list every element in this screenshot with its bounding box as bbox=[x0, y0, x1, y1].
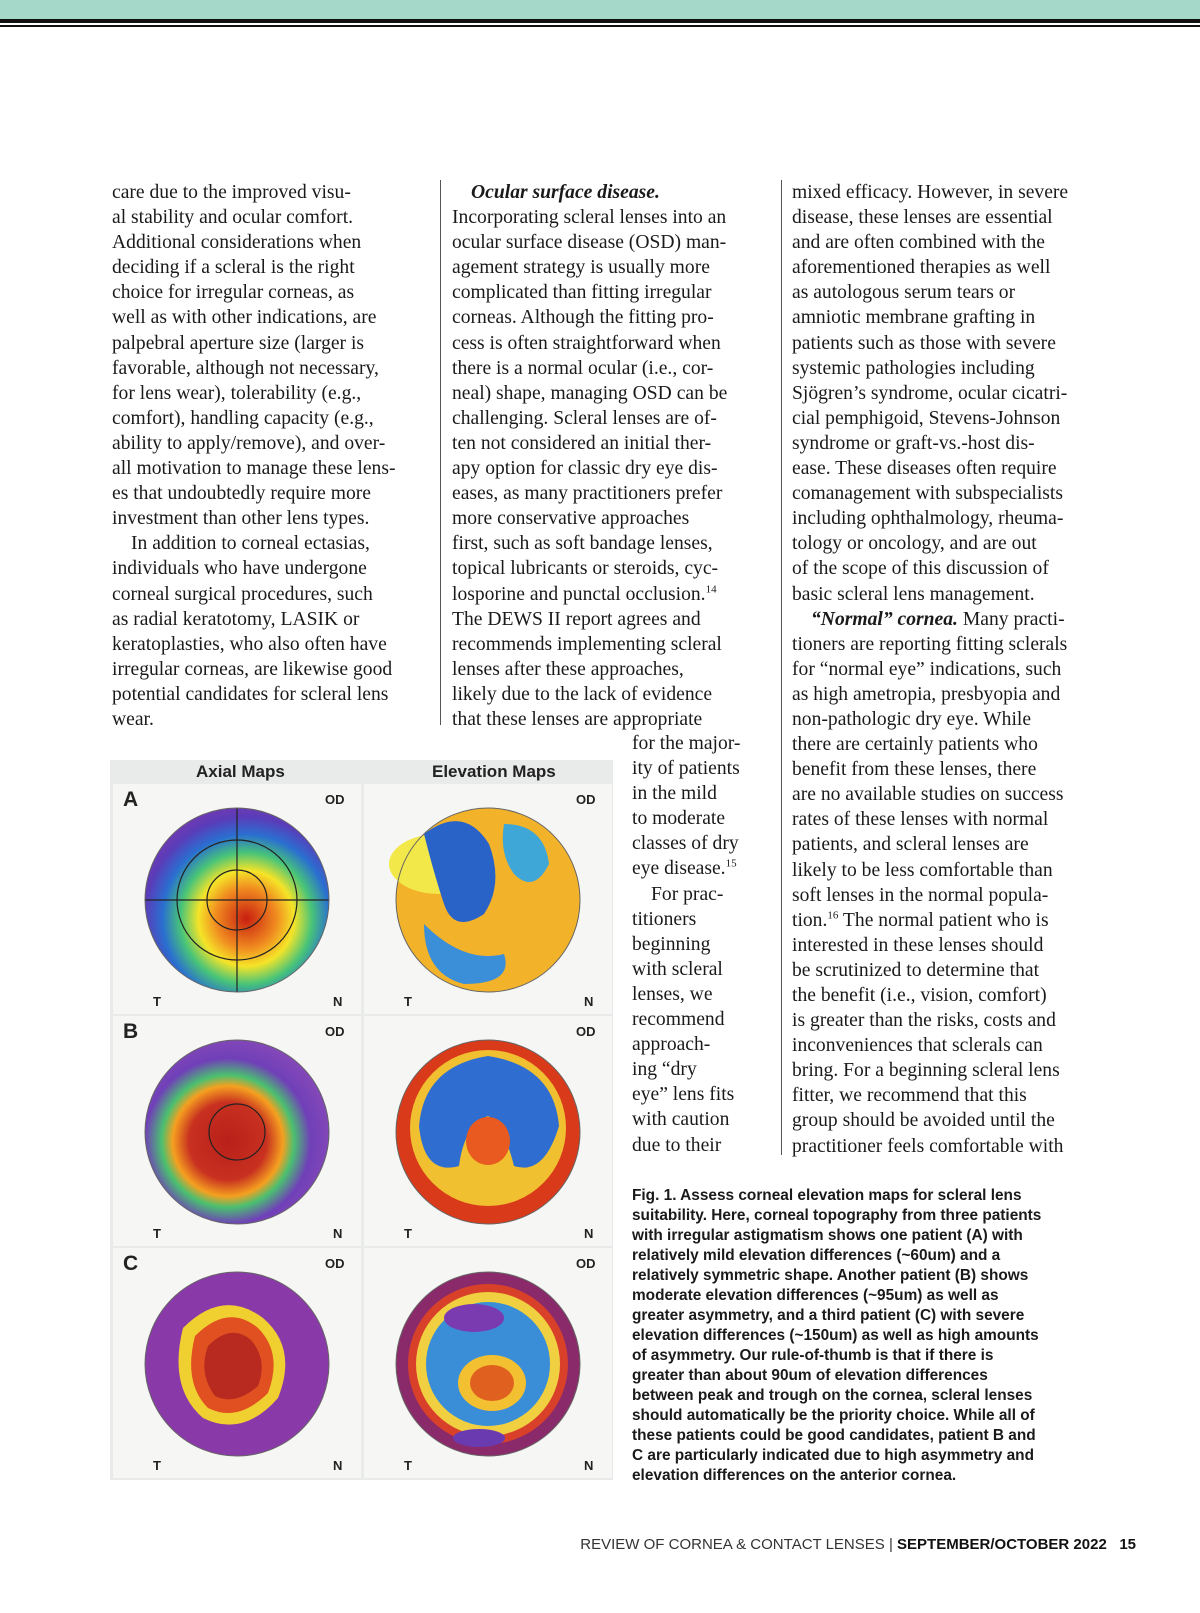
row-letter-b: B bbox=[123, 1020, 139, 1043]
text-line: classes of dry bbox=[632, 833, 739, 855]
eye-label: OD bbox=[325, 792, 345, 807]
text-line: ability to apply/remove), and over- bbox=[112, 432, 386, 454]
caption-line: these patients could be good candidates, patient B and bbox=[632, 1427, 1036, 1444]
caption-line: should automatically be the priority choice. While all of bbox=[632, 1407, 1035, 1424]
text-line: investment than other lens types. bbox=[112, 508, 370, 530]
text-line: of the scope of this discussion of bbox=[792, 558, 1049, 580]
column-2-wrap bbox=[632, 731, 772, 1158]
section-heading-ocular-surface: Ocular surface disease. bbox=[471, 182, 660, 203]
text-line: as high ametropia, presbyopia and bbox=[792, 683, 1061, 705]
text-line: be scrutinized to determine that bbox=[792, 959, 1040, 981]
text-line: al stability and ocular comfort. bbox=[112, 207, 354, 229]
text-line-content: The normal patient who is bbox=[838, 909, 1049, 931]
eye-label: OD bbox=[325, 1024, 345, 1039]
text-line: all motivation to manage these lens- bbox=[112, 458, 396, 480]
text-line: in the mild bbox=[632, 783, 717, 805]
text-line: aforementioned therapies as well bbox=[792, 257, 1051, 279]
axial-map-c-image bbox=[113, 1248, 361, 1478]
caption-line: elevation differences (~150um) as well as high amounts bbox=[632, 1327, 1039, 1344]
reference-16: 16 bbox=[827, 909, 839, 922]
text-line: corneal surgical procedures, such bbox=[112, 583, 373, 605]
eye-label: OD bbox=[576, 1024, 596, 1039]
text-line: tioners are reporting fitting sclerals bbox=[792, 633, 1068, 655]
section-heading-normal-cornea: “Normal” cornea. bbox=[811, 608, 958, 630]
text-line: approach- bbox=[632, 1034, 711, 1056]
figure-row-c bbox=[110, 1248, 613, 1478]
text-line: with scleral bbox=[632, 958, 723, 980]
text-line bbox=[632, 856, 772, 881]
text-line: es that undoubtedly require more bbox=[112, 483, 371, 505]
top-rule-thin bbox=[0, 25, 1200, 27]
text-line: syndrome or graft-vs.-host dis- bbox=[792, 432, 1035, 454]
text-line: ten not considered an initial ther- bbox=[452, 432, 712, 454]
text-line: there is a normal ocular (i.e., cor- bbox=[452, 357, 714, 379]
text-line: comfort), handling capacity (e.g., bbox=[112, 407, 374, 429]
temporal-label: T bbox=[404, 1226, 412, 1241]
text-line-content: Many practi- bbox=[957, 608, 1065, 630]
text-line: care due to the improved visu- bbox=[112, 182, 351, 203]
text-line: practitioner feels comfortable with bbox=[792, 1135, 1064, 1157]
figure-row-b bbox=[110, 1016, 613, 1246]
temporal-label: T bbox=[153, 1226, 161, 1241]
elevation-map-c bbox=[364, 1248, 612, 1478]
text-line: Sjögren’s syndrome, ocular cicatri- bbox=[792, 382, 1068, 404]
nasal-label: N bbox=[584, 1458, 594, 1473]
text-line: as autologous serum tears or bbox=[792, 282, 1016, 304]
text-line: including ophthalmology, rheuma- bbox=[792, 508, 1064, 530]
text-line: systemic pathologies including bbox=[792, 357, 1035, 379]
text-line: soft lenses in the normal popula- bbox=[792, 884, 1049, 906]
eye-label: OD bbox=[576, 792, 596, 807]
page-footer bbox=[580, 1536, 1136, 1553]
elevation-map-b bbox=[364, 1016, 612, 1246]
caption-line: between peak and trough on the cornea, scleral lenses bbox=[632, 1387, 1033, 1404]
column-2 bbox=[452, 180, 770, 732]
text-line: The DEWS II report agrees and bbox=[452, 608, 701, 630]
caption-line: suitability. Here, corneal topography from three patients bbox=[632, 1207, 1042, 1224]
text-line: bring. For a beginning scleral lens bbox=[792, 1060, 1060, 1082]
axial-map-c bbox=[113, 1248, 361, 1478]
text-line: wear. bbox=[112, 708, 154, 730]
axial-map-b-image bbox=[113, 1016, 361, 1246]
caption-line: elevation differences on the anterior cornea. bbox=[632, 1467, 957, 1484]
text-line: choice for irregular corneas, as bbox=[112, 282, 355, 304]
text-line bbox=[792, 908, 1112, 933]
figure-row-a bbox=[110, 784, 613, 1014]
text-line: keratoplasties, who also often have bbox=[112, 633, 387, 655]
text-line: challenging. Scleral lenses are of- bbox=[452, 407, 717, 429]
temporal-label: T bbox=[404, 994, 412, 1009]
text-line: well as with other indications, are bbox=[112, 307, 377, 329]
text-line: recommends implementing scleral bbox=[452, 633, 722, 655]
temporal-label: T bbox=[153, 1458, 161, 1473]
text-line: tology or oncology, and are out bbox=[792, 533, 1037, 555]
temporal-label: T bbox=[404, 1458, 412, 1473]
text-line: as radial keratotomy, LASIK or bbox=[112, 608, 360, 630]
text-line: recommend bbox=[632, 1009, 725, 1031]
text-line: neal) shape, managing OSD can be bbox=[452, 382, 728, 404]
nasal-label: N bbox=[333, 994, 343, 1009]
column-3 bbox=[792, 180, 1112, 1159]
text-line: rates of these lenses with normal bbox=[792, 809, 1049, 831]
text-line: fitter, we recommend that this bbox=[792, 1085, 1027, 1107]
axial-map-a-image bbox=[113, 784, 361, 1014]
text-line: are no available studies on success bbox=[792, 784, 1064, 806]
text-line: favorable, although not necessary, bbox=[112, 357, 379, 379]
reference-14: 14 bbox=[705, 582, 717, 595]
caption-line: relatively mild elevation differences (~60um) and a bbox=[632, 1247, 1001, 1264]
text-line: ocular surface disease (OSD) man- bbox=[452, 232, 727, 254]
nasal-label: N bbox=[584, 1226, 594, 1241]
text-line: basic scleral lens management. bbox=[792, 583, 1035, 605]
caption-line: relatively symmetric shape. Another patient (B) shows bbox=[632, 1267, 1029, 1284]
text-line bbox=[452, 582, 770, 607]
text-line: mixed efficacy. However, in severe bbox=[792, 182, 1069, 203]
text-line: lenses, we bbox=[632, 983, 713, 1005]
column-1 bbox=[112, 180, 430, 732]
text-line: there are certainly patients who bbox=[792, 734, 1038, 756]
text-line: for lens wear), tolerability (e.g., bbox=[112, 382, 362, 404]
elevation-map-a-image bbox=[364, 784, 612, 1014]
text-line: the benefit (i.e., vision, comfort) bbox=[792, 985, 1047, 1006]
text-line: for “normal eye” indications, such bbox=[792, 658, 1062, 680]
elevation-maps-title: Elevation Maps bbox=[432, 762, 556, 781]
caption-line: greater than about 90um of elevation differences bbox=[632, 1367, 988, 1384]
nasal-label: N bbox=[333, 1226, 343, 1241]
text-line: interested in these lenses should bbox=[792, 934, 1044, 956]
text-line-content: tion. bbox=[792, 909, 828, 931]
text-line: group should be avoided until the bbox=[792, 1110, 1055, 1132]
eye-label: OD bbox=[325, 1256, 345, 1271]
text-line: potential candidates for scleral lens bbox=[112, 683, 389, 705]
text-line: due to their bbox=[632, 1134, 722, 1156]
top-rule bbox=[0, 19, 1200, 23]
caption-line: C are particularly indicated due to high asymmetry and bbox=[632, 1447, 1034, 1464]
issue-date: SEPTEMBER/OCTOBER 2022 bbox=[897, 1536, 1107, 1553]
text-line: topical lubricants or steroids, cyc- bbox=[452, 558, 719, 580]
text-line: more conservative approaches bbox=[452, 508, 690, 530]
corneal-topography-figure bbox=[110, 760, 613, 1480]
column-divider bbox=[440, 180, 441, 725]
nasal-label: N bbox=[584, 994, 594, 1009]
text-line: likely due to the lack of evidence bbox=[452, 683, 713, 705]
text-line: with caution bbox=[632, 1109, 730, 1131]
temporal-label: T bbox=[153, 994, 161, 1009]
text-line: Incorporating scleral lenses into an bbox=[452, 207, 727, 229]
elevation-map-b-image bbox=[364, 1016, 612, 1246]
text-line: cial pemphigoid, Stevens-Johnson bbox=[792, 407, 1061, 429]
text-line: cess is often straightforward when bbox=[452, 332, 721, 354]
text-line: inconveniences that sclerals can bbox=[792, 1035, 1043, 1057]
text-line: eye” lens fits bbox=[632, 1084, 735, 1106]
text-line: corneas. Although the fitting pro- bbox=[452, 307, 714, 329]
text-line: For prac- bbox=[651, 883, 724, 905]
text-line: complicated than fitting irregular bbox=[452, 282, 712, 304]
text-line: In addition to corneal ectasias, bbox=[131, 533, 370, 555]
axial-map-b bbox=[113, 1016, 361, 1246]
column-divider bbox=[781, 180, 782, 1155]
page-number: 15 bbox=[1119, 1536, 1136, 1553]
footer-separator: | bbox=[884, 1536, 898, 1553]
text-line bbox=[792, 607, 1112, 632]
text-line: palpebral aperture size (larger is bbox=[112, 332, 365, 354]
text-line-content: losporine and punctal occlusion. bbox=[452, 583, 706, 605]
text-line: deciding if a scleral is the right bbox=[112, 257, 355, 279]
elevation-map-c-image bbox=[364, 1248, 612, 1478]
axial-map-a bbox=[113, 784, 361, 1014]
caption-line: with irregular astigmatism shows one patient (A) with bbox=[632, 1227, 1023, 1244]
text-line: apy option for classic dry eye dis- bbox=[452, 458, 718, 480]
text-line: eases, as many practitioners prefer bbox=[452, 483, 723, 505]
text-line: non-pathologic dry eye. While bbox=[792, 708, 1032, 730]
text-line: Additional considerations when bbox=[112, 232, 362, 254]
text-line: and are often combined with the bbox=[792, 232, 1045, 254]
text-line: that these lenses are appropriate bbox=[452, 708, 703, 730]
text-line: for the major- bbox=[632, 733, 741, 754]
text-line: individuals who have undergone bbox=[112, 558, 367, 580]
text-line: ing “dry bbox=[632, 1059, 697, 1081]
caption-line: of asymmetry. Our rule-of-thumb is that if there is bbox=[632, 1347, 994, 1364]
axial-maps-title: Axial Maps bbox=[196, 762, 285, 781]
figure-caption bbox=[632, 1186, 1087, 1486]
text-line: lenses after these approaches, bbox=[452, 658, 684, 680]
row-letter-c: C bbox=[123, 1252, 139, 1275]
text-line: comanagement with subspecialists bbox=[792, 483, 1063, 505]
elevation-map-a bbox=[364, 784, 612, 1014]
caption-line: moderate elevation differences (~95um) as well as bbox=[632, 1287, 999, 1304]
caption-line: greater asymmetry, and a third patient (C) with severe bbox=[632, 1307, 1025, 1324]
text-line: disease, these lenses are essential bbox=[792, 207, 1053, 229]
reference-15: 15 bbox=[725, 857, 737, 870]
text-line: irregular corneas, are likewise good bbox=[112, 658, 393, 680]
nasal-label: N bbox=[333, 1458, 343, 1473]
text-line: ease. These diseases often require bbox=[792, 458, 1057, 480]
text-line: beginning bbox=[632, 933, 711, 955]
text-line: patients such as those with severe bbox=[792, 332, 1056, 354]
text-line: likely to be less comfortable than bbox=[792, 859, 1053, 881]
publication-name: REVIEW OF CORNEA & CONTACT LENSES bbox=[580, 1536, 885, 1553]
text-line: first, such as soft bandage lenses, bbox=[452, 533, 713, 555]
text-line: patients, and scleral lenses are bbox=[792, 834, 1029, 856]
top-color-band bbox=[0, 0, 1200, 19]
caption-line: Fig. 1. Assess corneal elevation maps for scleral lens bbox=[632, 1187, 1022, 1204]
text-line: titioners bbox=[632, 908, 697, 930]
text-line: amniotic membrane grafting in bbox=[792, 307, 1036, 329]
text-line: is greater than the risks, costs and bbox=[792, 1010, 1056, 1032]
text-line: ity of patients bbox=[632, 758, 740, 780]
row-letter-a: A bbox=[123, 788, 139, 811]
text-line: benefit from these lenses, there bbox=[792, 759, 1037, 781]
text-line-content: eye disease. bbox=[632, 858, 726, 880]
text-line: agement strategy is usually more bbox=[452, 257, 710, 279]
eye-label: OD bbox=[576, 1256, 596, 1271]
text-line: to moderate bbox=[632, 808, 726, 830]
